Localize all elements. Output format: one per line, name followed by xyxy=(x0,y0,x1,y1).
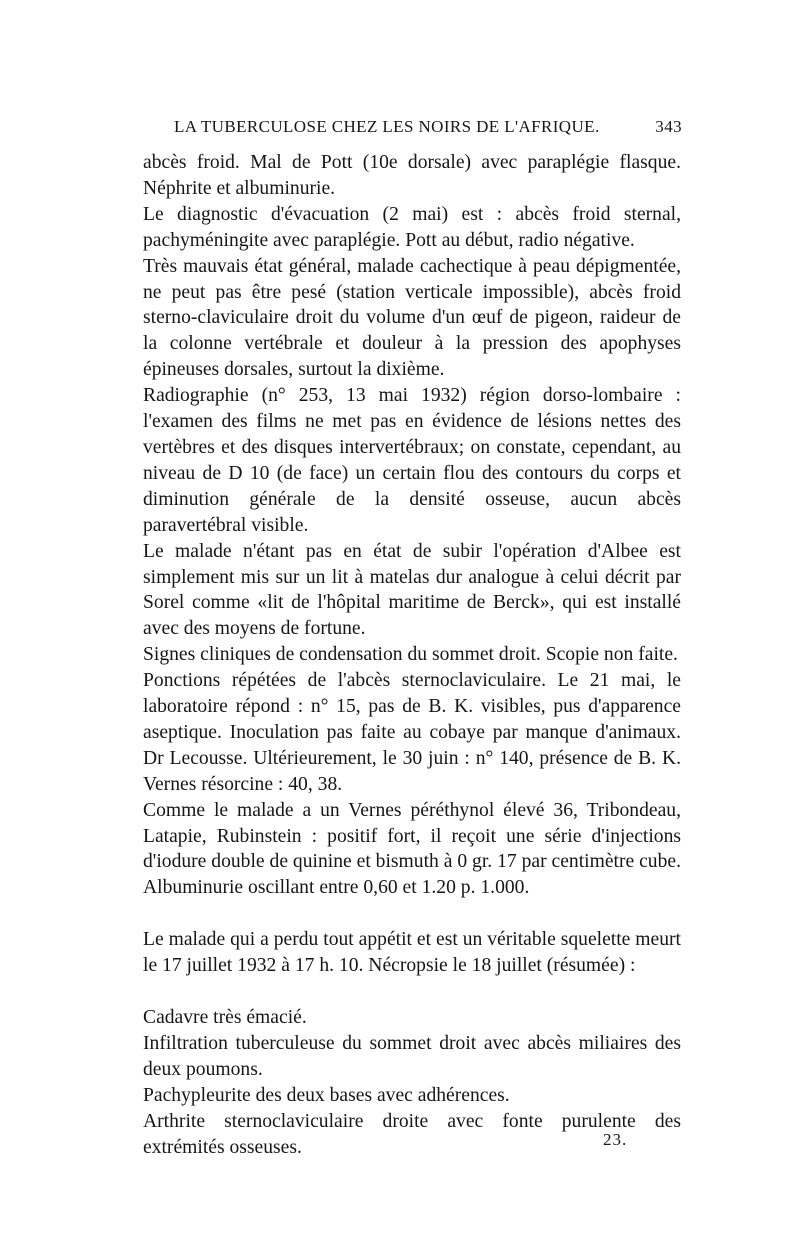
paragraph-radiographie: Radiographie (n° 253, 13 mai 1932) région dorso-lombaire : l'examen des films ne met pas en évidence de lésions nettes des vertèbres et des disques intervertébraux; on constate, cependant, au niveau de D 10 (de face) un certain flou des contours du corps et diminution générale de la densité osseuse, aucun abcès paravertébral visible. xyxy=(143,385,681,536)
paragraph-arthrite: Arthrite sternoclaviculaire droite avec fonte purulente des extrémités osseuses. xyxy=(143,1110,681,1158)
paragraph-signes-cliniques: Signes cliniques de condensation du sommet droit. Scopie non faite. xyxy=(143,644,678,666)
running-title: LA TUBERCULOSE CHEZ LES NOIRS DE L'AFRIQUE. xyxy=(174,117,600,136)
paragraph-deces: Le malade qui a perdu tout appétit et est un véritable squelette meurt le 17 juillet 1932 à 17 h. 10. Nécropsie le 18 juillet (résumée) : xyxy=(143,929,681,977)
paragraph-diagnostic: Le diagnostic d'évacuation (2 mai) est : abcès froid sternal, pachyméningite avec paraplégie. Pott au début, radio négative. xyxy=(143,203,681,251)
paragraph-infiltration: Infiltration tuberculeuse du sommet droit avec abcès miliaires des deux poumons. xyxy=(143,1033,681,1080)
paragraph-ponctions: Ponctions répétées de l'abcès sternoclaviculaire. Le 21 mai, le laboratoire répond : n° 15, pas de B. K. visibles, pus d'apparence aseptique. Inoculation pas faite au cobaye par manque d'animaux. Dr Lecousse. Ultérieurement, le 30 juin : n° 140, présence de B. K. Vernes résorcine : 40, 38. xyxy=(143,670,681,795)
signature-mark: 23. xyxy=(603,1130,628,1149)
paragraph-operation: Le malade n'étant pas en état de subir l'opération d'Albee est simplement mis sur un lit à matelas dur analogue à celui décrit par Sorel comme «lit de l'hôpital maritime de Berck», qui est installé avec des moyens de fortune. xyxy=(143,540,681,640)
running-head xyxy=(142,117,682,143)
paragraph-etat-general: Très mauvais état général, malade cachectique à peau dépigmentée, ne peut pas être pesé (station verticale impossible), abcès froid sterno-claviculaire droit du volume d'un œuf de pigeon, raideur de la colonne vertébrale et douleur à la pression des apophyses épineuses dorsales, surtout la dixième. xyxy=(143,255,681,381)
page-number: 343 xyxy=(655,117,682,136)
paragraph-cadavre: Cadavre très émacié. xyxy=(143,1007,307,1029)
paragraph-traitement: Comme le malade a un Vernes péréthynol élevé 36, Tribondeau, Latapie, Rubinstein : positif fort, il reçoit une série d'injections d'iodure double de quinine et bismuth à 0 gr. 17 par centimètre cube. Albuminurie oscillant entre 0,60 et 1.20 p. 1.000. xyxy=(143,799,681,899)
paragraph-pachypleurite: Pachypleurite des deux bases avec adhérences. xyxy=(143,1084,510,1106)
body-text xyxy=(143,150,681,1161)
paragraph-continuation: abcès froid. Mal de Pott (10e dorsale) avec paraplégie flasque. Néphrite et albuminurie. xyxy=(143,152,681,199)
